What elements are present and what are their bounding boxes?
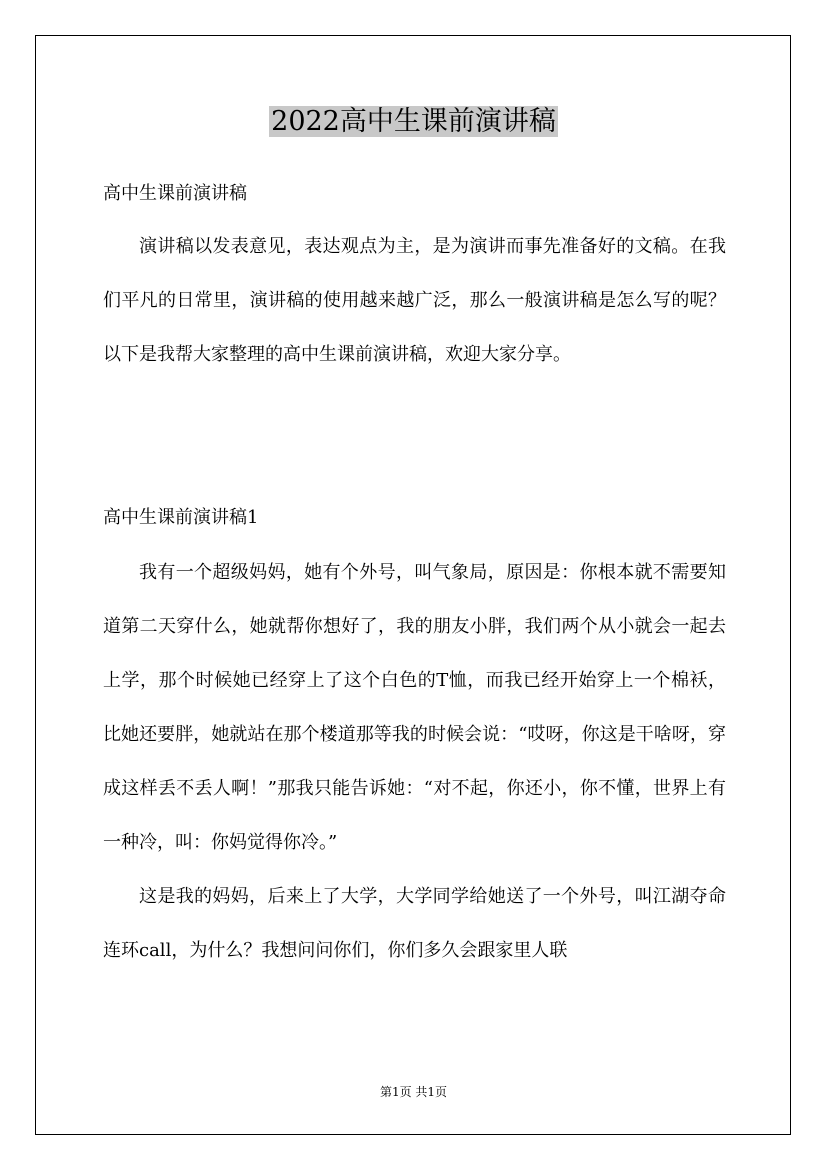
section-heading: 高中生课前演讲稿1	[103, 507, 259, 528]
document-subtitle: 高中生课前演讲稿	[103, 183, 247, 204]
document-title	[0, 103, 827, 141]
page-footer: 第1页 共1页	[379, 1085, 448, 1099]
intro-paragraph: 演讲稿以发表意见，表达观点为主，是为演讲而事先准备好的文稿。在我们平凡的日常里，演讲稿的使用越来越广泛，那么一般演讲稿是怎么写的呢？以下是我帮大家整理的高中生课前演讲稿，欢迎大家分享。	[103, 236, 726, 365]
section-body	[103, 546, 726, 978]
body-paragraph: 我有一个超级妈妈，她有个外号，叫气象局，原因是：你根本就不需要知道第二天穿什么，她就帮你想好了，我的朋友小胖，我们两个从小就会一起去上学，那个时候她已经穿上了这个白色的T恤，而我已经开始穿上一个棉袄，比她还要胖，她就站在那个楼道那等我的时候会说：“哎呀，你这是干啥呀，穿成这样丢不丢人啊！”那我只能告诉她：“对不起，你还小，你不懂，世界上有一种冷，叫：你妈觉得你冷。”	[103, 562, 726, 853]
intro-block	[103, 220, 726, 382]
document-title-text: 2022高中生课前演讲稿	[271, 106, 556, 137]
body-paragraph: 这是我的妈妈，后来上了大学，大学同学给她送了一个外号，叫江湖夺命连环call，为什么？我想问问你们，你们多久会跟家里人联	[103, 886, 726, 961]
